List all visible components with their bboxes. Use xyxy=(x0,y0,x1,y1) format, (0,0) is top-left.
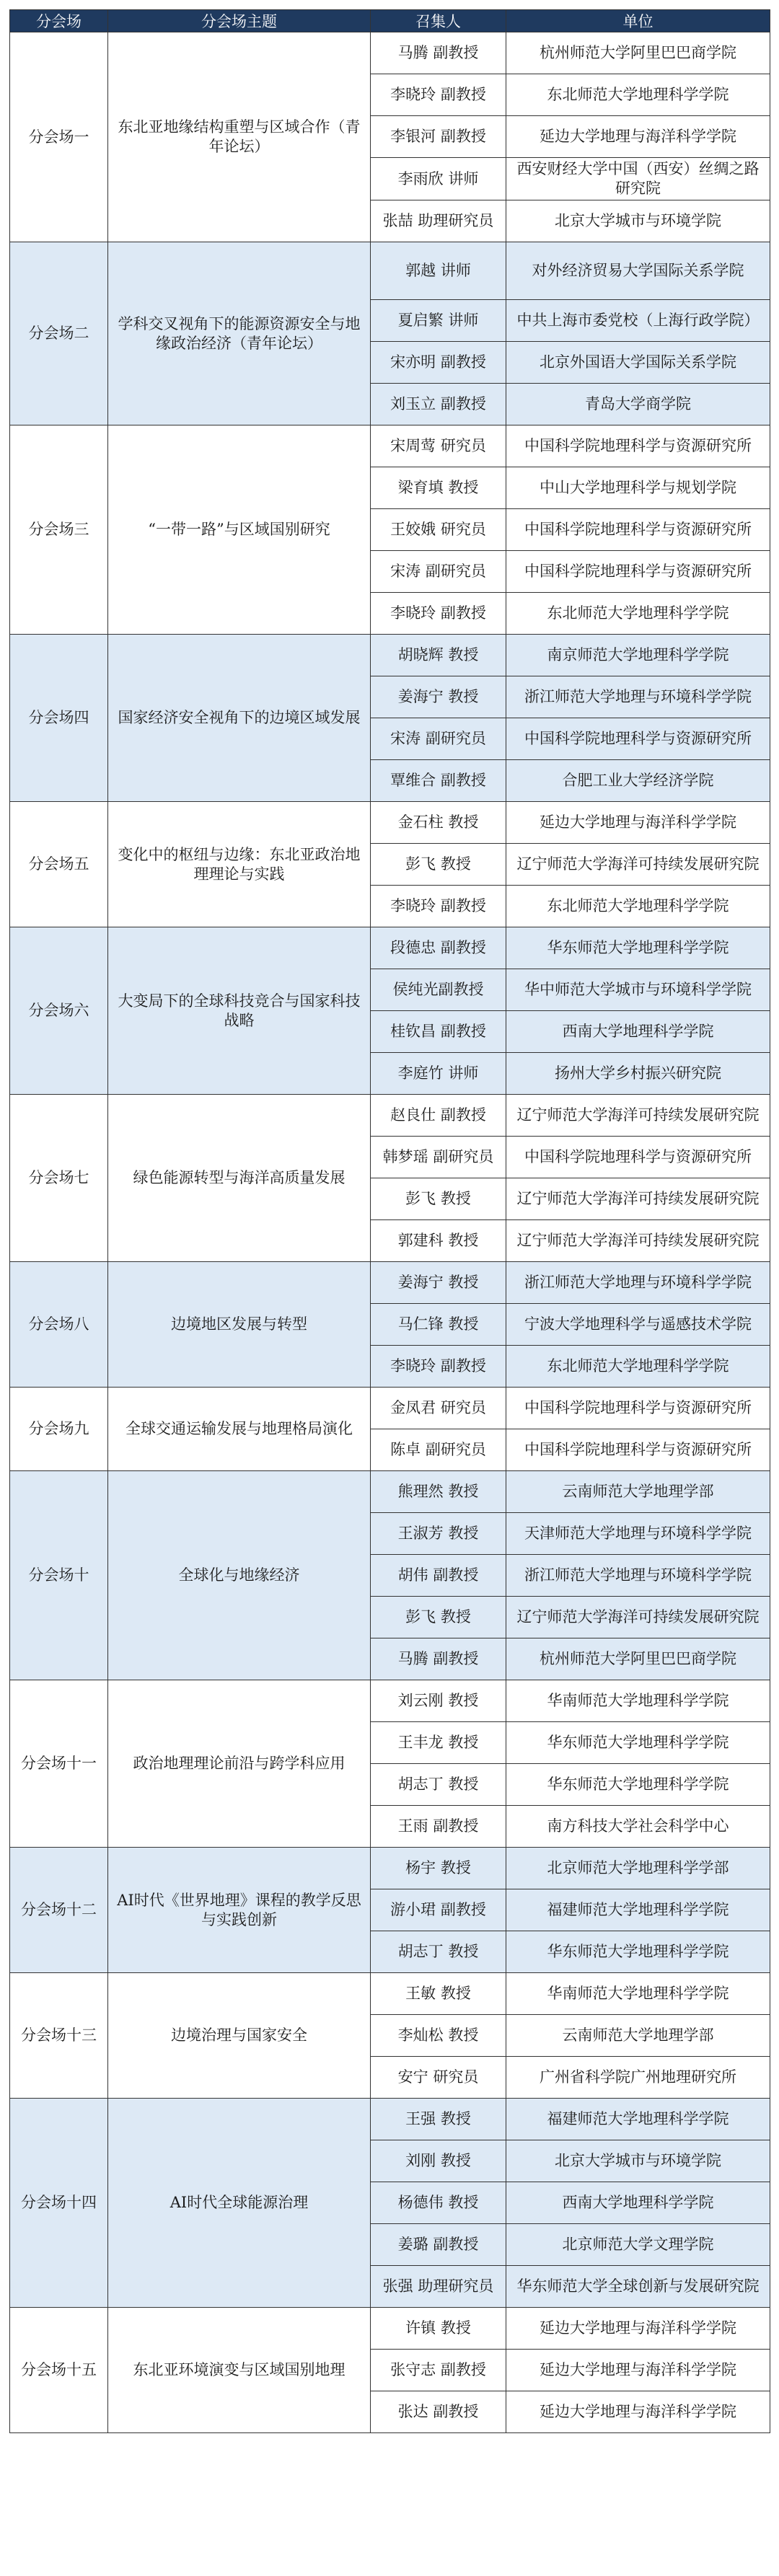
convener-name: 李庭竹 讲师 xyxy=(371,1053,506,1095)
convener-unit: 南京师范大学地理科学学院 xyxy=(506,635,770,676)
session-name: 分会场八 xyxy=(10,1262,108,1388)
convener-name: 刘云刚 教授 xyxy=(371,1680,506,1722)
convener-unit: 北京师范大学地理科学学部 xyxy=(506,1848,770,1889)
convener-unit: 浙江师范大学地理与环境科学学院 xyxy=(506,1262,770,1304)
convener-name: 覃维合 副教授 xyxy=(371,760,506,802)
session-name: 分会场十一 xyxy=(10,1680,108,1848)
convener-unit: 延边大学地理与海洋科学学院 xyxy=(506,2350,770,2391)
convener-unit: 中山大学地理科学与规划学院 xyxy=(506,467,770,509)
session-topic: 东北亚地缘结构重塑与区域合作（青年论坛） xyxy=(108,32,371,242)
table-row xyxy=(10,927,770,969)
convener-unit: 杭州师范大学阿里巴巴商学院 xyxy=(506,1638,770,1680)
convener-name: 段德忠 副教授 xyxy=(371,927,506,969)
convener-unit: 杭州师范大学阿里巴巴商学院 xyxy=(506,32,770,74)
convener-unit: 北京师范大学文理学院 xyxy=(506,2224,770,2266)
session-name: 分会场三 xyxy=(10,425,108,635)
table-row xyxy=(10,1262,770,1304)
table-row xyxy=(10,635,770,676)
convener-unit: 北京大学城市与环境学院 xyxy=(506,2140,770,2182)
convener-unit: 延边大学地理与海洋科学学院 xyxy=(506,2391,770,2433)
convener-name: 李银河 副教授 xyxy=(371,116,506,158)
convener-unit: 华中师范大学城市与环境科学学院 xyxy=(506,969,770,1011)
convener-unit: 华东师范大学地理科学学院 xyxy=(506,927,770,969)
convener-unit: 中共上海市委党校（上海行政学院） xyxy=(506,300,770,342)
convener-unit: 福建师范大学地理科学学院 xyxy=(506,2099,770,2140)
session-name: 分会场一 xyxy=(10,32,108,242)
convener-unit: 东北师范大学地理科学学院 xyxy=(506,1346,770,1388)
session-topic: AI时代《世界地理》课程的教学反思与实践创新 xyxy=(108,1848,371,1973)
convener-name: 韩梦瑶 副研究员 xyxy=(371,1137,506,1178)
convener-unit: 对外经济贸易大学国际关系学院 xyxy=(506,242,770,300)
convener-unit: 华东师范大学地理科学学院 xyxy=(506,1764,770,1806)
session-name: 分会场七 xyxy=(10,1095,108,1262)
convener-unit: 辽宁师范大学海洋可持续发展研究院 xyxy=(506,1178,770,1220)
session-name: 分会场二 xyxy=(10,242,108,425)
session-name: 分会场十 xyxy=(10,1471,108,1680)
convener-unit: 华南师范大学地理科学学院 xyxy=(506,1680,770,1722)
convener-unit: 延边大学地理与海洋科学学院 xyxy=(506,2308,770,2350)
convener-unit: 华东师范大学全球创新与发展研究院 xyxy=(506,2266,770,2308)
session-name: 分会场四 xyxy=(10,635,108,802)
convener-name: 彭飞 教授 xyxy=(371,1597,506,1638)
convener-name: 李晓玲 副教授 xyxy=(371,886,506,927)
table-row xyxy=(10,1471,770,1513)
convener-name: 张强 助理研究员 xyxy=(371,2266,506,2308)
session-name: 分会场五 xyxy=(10,802,108,927)
convener-name: 熊理然 教授 xyxy=(371,1471,506,1513)
convener-unit: 北京大学城市与环境学院 xyxy=(506,200,770,242)
convener-name: 宋涛 副研究员 xyxy=(371,551,506,593)
convener-unit: 中国科学院地理科学与资源研究所 xyxy=(506,1429,770,1471)
header-unit: 单位 xyxy=(506,10,770,32)
convener-name: 彭飞 教授 xyxy=(371,1178,506,1220)
session-name: 分会场十三 xyxy=(10,1973,108,2099)
session-topic: AI时代全球能源治理 xyxy=(108,2099,371,2308)
convener-unit: 宁波大学地理科学与遥感技术学院 xyxy=(506,1304,770,1346)
table-row xyxy=(10,1973,770,2015)
convener-unit: 青岛大学商学院 xyxy=(506,384,770,425)
table-row xyxy=(10,2308,770,2350)
convener-unit: 辽宁师范大学海洋可持续发展研究院 xyxy=(506,1220,770,1262)
convener-name: 桂钦昌 副教授 xyxy=(371,1011,506,1053)
convener-name: 胡志丁 教授 xyxy=(371,1931,506,1973)
convener-name: 金石柱 教授 xyxy=(371,802,506,844)
convener-name: 李晓玲 副教授 xyxy=(371,74,506,116)
convener-name: 胡伟 副教授 xyxy=(371,1555,506,1597)
convener-unit: 南方科技大学社会科学中心 xyxy=(506,1806,770,1848)
convener-name: 宋亦明 副教授 xyxy=(371,342,506,384)
convener-name: 张守志 副教授 xyxy=(371,2350,506,2391)
convener-name: 张达 副教授 xyxy=(371,2391,506,2433)
convener-name: 刘刚 教授 xyxy=(371,2140,506,2182)
table-row xyxy=(10,1095,770,1137)
header-session: 分会场 xyxy=(10,10,108,32)
convener-name: 李晓玲 副教授 xyxy=(371,593,506,635)
convener-unit: 云南师范大学地理学部 xyxy=(506,2015,770,2057)
convener-name: 夏启繁 讲师 xyxy=(371,300,506,342)
session-topic: 绿色能源转型与海洋高质量发展 xyxy=(108,1095,371,1262)
convener-unit: 华南师范大学地理科学学院 xyxy=(506,1973,770,2015)
convener-name: 王姣娥 研究员 xyxy=(371,509,506,551)
convener-name: 彭飞 教授 xyxy=(371,844,506,886)
convener-name: 梁育填 教授 xyxy=(371,467,506,509)
convener-name: 王强 教授 xyxy=(371,2099,506,2140)
session-topic: 东北亚环境演变与区域国别地理 xyxy=(108,2308,371,2433)
table-row xyxy=(10,425,770,467)
header-convener: 召集人 xyxy=(371,10,506,32)
convener-name: 金凤君 研究员 xyxy=(371,1388,506,1429)
convener-name: 郭建科 教授 xyxy=(371,1220,506,1262)
convener-name: 许镇 教授 xyxy=(371,2308,506,2350)
convener-unit: 辽宁师范大学海洋可持续发展研究院 xyxy=(506,1095,770,1137)
convener-unit: 中国科学院地理科学与资源研究所 xyxy=(506,1388,770,1429)
convener-name: 侯纯光副教授 xyxy=(371,969,506,1011)
convener-name: 王淑芳 教授 xyxy=(371,1513,506,1555)
convener-name: 王丰龙 教授 xyxy=(371,1722,506,1764)
convener-unit: 延边大学地理与海洋科学学院 xyxy=(506,802,770,844)
convener-name: 郭越 讲师 xyxy=(371,242,506,300)
table-row xyxy=(10,1848,770,1889)
convener-name: 姜璐 副教授 xyxy=(371,2224,506,2266)
convener-unit: 西安财经大学中国（西安）丝绸之路研究院 xyxy=(506,158,770,200)
convener-name: 姜海宁 教授 xyxy=(371,676,506,718)
session-topic: 全球化与地缘经济 xyxy=(108,1471,371,1680)
session-topic: 全球交通运输发展与地理格局演化 xyxy=(108,1388,371,1471)
convener-unit: 西南大学地理科学学院 xyxy=(506,2182,770,2224)
convener-unit: 华东师范大学地理科学学院 xyxy=(506,1722,770,1764)
convener-unit: 延边大学地理与海洋科学学院 xyxy=(506,116,770,158)
convener-name: 安宁 研究员 xyxy=(371,2057,506,2099)
table-row xyxy=(10,802,770,844)
session-topic: 政治地理理论前沿与跨学科应用 xyxy=(108,1680,371,1848)
convener-unit: 天津师范大学地理与环境科学学院 xyxy=(506,1513,770,1555)
table-row xyxy=(10,1388,770,1429)
session-name: 分会场九 xyxy=(10,1388,108,1471)
convener-unit: 东北师范大学地理科学学院 xyxy=(506,593,770,635)
convener-unit: 浙江师范大学地理与环境科学学院 xyxy=(506,676,770,718)
session-name: 分会场六 xyxy=(10,927,108,1095)
convener-unit: 北京外国语大学国际关系学院 xyxy=(506,342,770,384)
convener-name: 赵良仕 副教授 xyxy=(371,1095,506,1137)
table-row xyxy=(10,32,770,74)
convener-unit: 辽宁师范大学海洋可持续发展研究院 xyxy=(506,1597,770,1638)
convener-unit: 东北师范大学地理科学学院 xyxy=(506,886,770,927)
convener-name: 杨德伟 教授 xyxy=(371,2182,506,2224)
convener-unit: 华东师范大学地理科学学院 xyxy=(506,1931,770,1973)
convener-name: 王雨 副教授 xyxy=(371,1806,506,1848)
convener-name: 王敏 教授 xyxy=(371,1973,506,2015)
convener-name: 杨宇 教授 xyxy=(371,1848,506,1889)
table-row xyxy=(10,2099,770,2140)
convener-unit: 合肥工业大学经济学院 xyxy=(506,760,770,802)
session-topic: 大变局下的全球科技竞合与国家科技战略 xyxy=(108,927,371,1095)
header-topic: 分会场主题 xyxy=(108,10,371,32)
convener-unit: 中国科学院地理科学与资源研究所 xyxy=(506,551,770,593)
convener-name: 张喆 助理研究员 xyxy=(371,200,506,242)
table-header-row xyxy=(10,10,770,32)
session-topic: 变化中的枢纽与边缘：东北亚政治地理理论与实践 xyxy=(108,802,371,927)
convener-unit: 中国科学院地理科学与资源研究所 xyxy=(506,1137,770,1178)
session-topic: 边境地区发展与转型 xyxy=(108,1262,371,1388)
convener-name: 姜海宁 教授 xyxy=(371,1262,506,1304)
session-topic: 边境治理与国家安全 xyxy=(108,1973,371,2099)
session-topic: 国家经济安全视角下的边境区域发展 xyxy=(108,635,371,802)
convener-name: 马腾 副教授 xyxy=(371,1638,506,1680)
session-table xyxy=(9,9,770,2433)
convener-name: 李雨欣 讲师 xyxy=(371,158,506,200)
convener-name: 宋涛 副研究员 xyxy=(371,718,506,760)
table-body xyxy=(10,32,770,2433)
session-topic: 学科交叉视角下的能源资源安全与地缘政治经济（青年论坛） xyxy=(108,242,371,425)
convener-unit: 中国科学院地理科学与资源研究所 xyxy=(506,718,770,760)
convener-name: 胡志丁 教授 xyxy=(371,1764,506,1806)
convener-name: 胡晓辉 教授 xyxy=(371,635,506,676)
convener-name: 游小珺 副教授 xyxy=(371,1889,506,1931)
table-row xyxy=(10,242,770,300)
convener-name: 李晓玲 副教授 xyxy=(371,1346,506,1388)
session-name: 分会场十四 xyxy=(10,2099,108,2308)
session-name: 分会场十五 xyxy=(10,2308,108,2433)
session-name: 分会场十二 xyxy=(10,1848,108,1973)
convener-unit: 东北师范大学地理科学学院 xyxy=(506,74,770,116)
convener-name: 马腾 副教授 xyxy=(371,32,506,74)
convener-unit: 广州省科学院广州地理研究所 xyxy=(506,2057,770,2099)
convener-name: 刘玉立 副教授 xyxy=(371,384,506,425)
convener-unit: 扬州大学乡村振兴研究院 xyxy=(506,1053,770,1095)
convener-unit: 中国科学院地理科学与资源研究所 xyxy=(506,509,770,551)
convener-unit: 西南大学地理科学学院 xyxy=(506,1011,770,1053)
table-row xyxy=(10,1680,770,1722)
session-topic: “一带一路”与区域国别研究 xyxy=(108,425,371,635)
convener-unit: 辽宁师范大学海洋可持续发展研究院 xyxy=(506,844,770,886)
convener-name: 马仁锋 教授 xyxy=(371,1304,506,1346)
convener-unit: 福建师范大学地理科学学院 xyxy=(506,1889,770,1931)
convener-name: 李灿松 教授 xyxy=(371,2015,506,2057)
convener-unit: 云南师范大学地理学部 xyxy=(506,1471,770,1513)
convener-name: 宋周莺 研究员 xyxy=(371,425,506,467)
convener-unit: 浙江师范大学地理与环境科学学院 xyxy=(506,1555,770,1597)
convener-unit: 中国科学院地理科学与资源研究所 xyxy=(506,425,770,467)
convener-name: 陈卓 副研究员 xyxy=(371,1429,506,1471)
